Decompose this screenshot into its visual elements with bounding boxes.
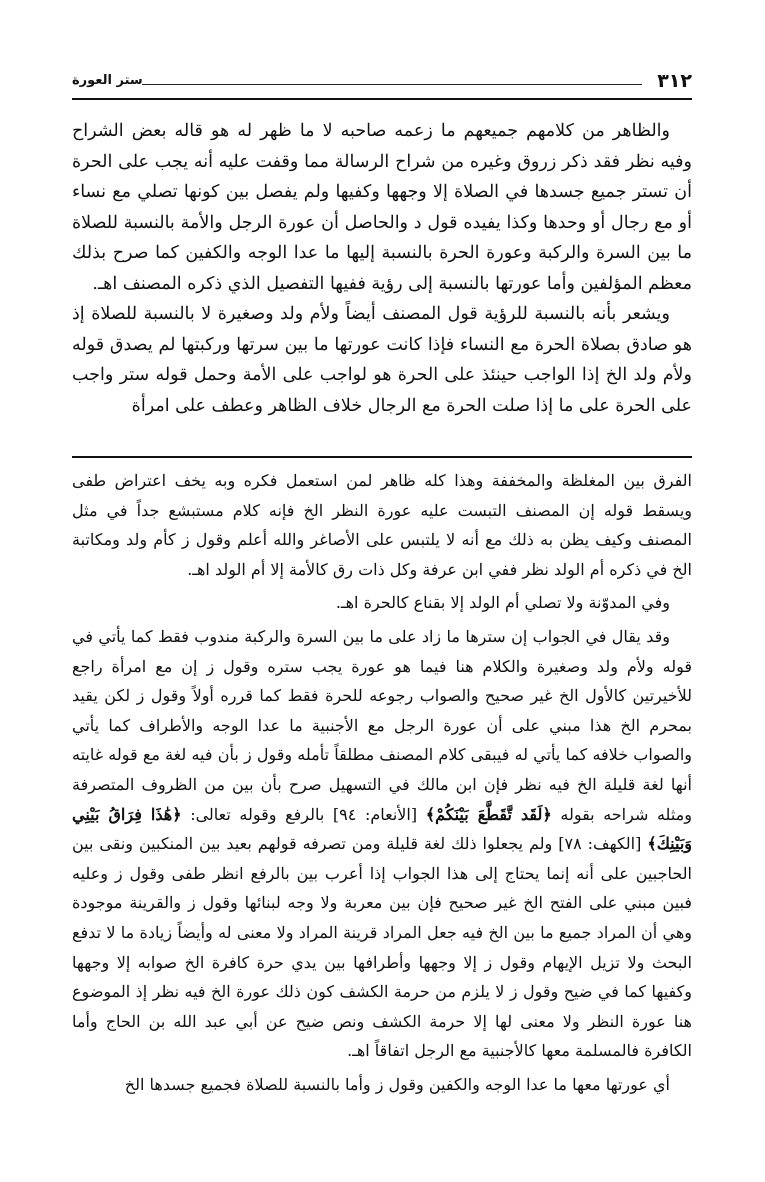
main-text xyxy=(72,116,692,421)
commentary-text-run: وقد يقال في الجواب إن سترها ما زاد على ما بين السرة والركبة مندوب فقط كما يأتي في قوله ولأم ولد وصغيرة والكلام هنا فيما هو عورة يجب ستره وقول ز إن مع امرأة راجع للأخيرتين كالأول الخ غير صحيح والصواب رجوعه للحرة فقط كما قرره أولاً وقول ز لكن يقيد بمحرم الخ هذا مبني على أن عورة الرجل مع الأجنبية ما عدا الوجه والأطراف كما يأتي والصواب خلافه كما يأتي له فيبقى كلام المصنف مطلقاً تأمله وقول ز بأن فيه لغة مع قوله غايته أنها لغة قليلة الخ فيه نظر فإن ابن مالك في التسهيل صرح بأن بين من الظروف المتصرفة ومثله شراحه بقوله xyxy=(72,626,692,824)
commentary-paragraph: وفي المدوّنة ولا تصلي أم الولد إلا بقناع كالحرة اهـ. xyxy=(335,593,670,613)
page-number: ٣١٢ xyxy=(657,70,692,92)
header-dash-line xyxy=(142,84,642,85)
verse-citation: [الكهف: ٧٨] xyxy=(558,834,642,854)
quran-verse: ﴿لَقَد تَّقَطَّعَ بَيْنَكُمْ﴾ xyxy=(425,804,552,824)
commentary-paragraph: أي عورتها معها ما عدا الوجه والكفين وقول ز وأما بالنسبة للصلاة فجميع جسدها الخ xyxy=(124,1074,670,1094)
commentary-text-run: ولم يجعلوا ذلك لغة قليلة ومن تصرفه قولهم بعيد بين المنكبين ونقى بين الحاجبين على أنه إنما يحتاج إلى هذا الجواب إذا أعرب بين بالرفع انظر طفى وقول ز وعليه فبين مبني على الفتح الخ غير صحيح فإن بين معربة ولا وجه لبنائها وقول ز والقرينة موجودة وهي أن المراد جميع ما بين الخ فيه جعل المراد قرينة المراد ولا معنى له وأيضاً زيادة ما لا تدفع البحث ولا تزيل الإيهام وقول ز إلا وجهها وأطرافها بين يدي حرة كافرة الخ صوابه إلا وجهها وكفيها كما في ضيح وقول ز لا يلزم من حرمة الكشف كون ذلك عورة الخ فيه نظر إذ الموضوع هنا عورة النظر ولا معنى لها إلا حرمة الكشف ونص ضيح عن أبي عبد الله بن الحاج وأما الكافرة فالمسلمة معها كالأجنبية مع الرجل اتفاقاً اهـ. xyxy=(72,834,692,1061)
verse-citation: [الأنعام: ٩٤] xyxy=(332,804,418,824)
chapter-title: ستر العورة xyxy=(72,73,143,88)
commentary-paragraph xyxy=(72,622,692,1066)
commentary-paragraph: الفرق بين المغلظة والمخففة وهذا كله ظاهر لمن استعمل فكره وبه يخف اعتراض طفى ويسقط قوله إن المصنف التبست عليه عورة النظر الخ فإنه كلام مستبشع جداً في مثل المصنف وكيف يظن به ذلك مع أنه لا يلتبس على الأصاغر والله أعلم وقول ز كأم ولد ومكاتبة الخ في ذكره أم الولد نظر ففي ابن عرفة وكل ذات رق كالأمة إلا أم الولد اهـ. xyxy=(72,471,692,579)
header-rule xyxy=(72,98,692,100)
main-paragraph: والظاهر من كلامهم جميعهم ما زعمه صاحبه لا ما ظهر له هو قاله بعض الشراح وفيه نظر فقد ذكر زروق وغيره من شراح الرسالة مما وقفت عليه أنه يجب على الحرة أن تستر جميع جسدها في الصلاة إلا وجهها وكفيها ولم يفصل بين كونها تصلي مع نساء أو مع رجال أو وحدها وكذا يفيده قول د والحاصل أن عورة الرجل والأمة بالنسبة للصلاة ما بين السرة والركبة وعورة الحرة بالنسبة إليها ما عدا الوجه والكفين كما صرح بذلك معظم المؤلفين وأما عورتها بالنسبة إلى رؤية ففيها التفصيل الذي ذكره المصنف اهـ. xyxy=(72,121,692,294)
running-header xyxy=(72,70,692,100)
commentary-text xyxy=(72,466,692,1103)
quran-verse: ﴿هَٰذَا فِرَاقُ بَيْنِي وَبَيْنِكَ﴾ xyxy=(72,804,693,854)
commentary-text-run: بالرفع xyxy=(285,804,325,824)
footnote-separator xyxy=(72,456,692,458)
commentary-text-run: وقوله تعالى: xyxy=(190,804,277,824)
main-paragraph: ويشعر بأنه بالنسبة للرؤية قول المصنف أيضاً ولأم ولد وصغيرة لا بالنسبة للصلاة إذ هو صادق بصلاة الحرة مع النساء فإذا كانت عورتها ما بين سرتها وركبتها لم يصدق قوله ولأم ولد الخ إذا الواجب حينئذ على الحرة هو لواجب على الأمة وحمل قوله ستر واجب على الحرة على ما إذا صلت الحرة مع الرجال خلاف الظاهر وعطف على امرأة xyxy=(72,304,692,416)
